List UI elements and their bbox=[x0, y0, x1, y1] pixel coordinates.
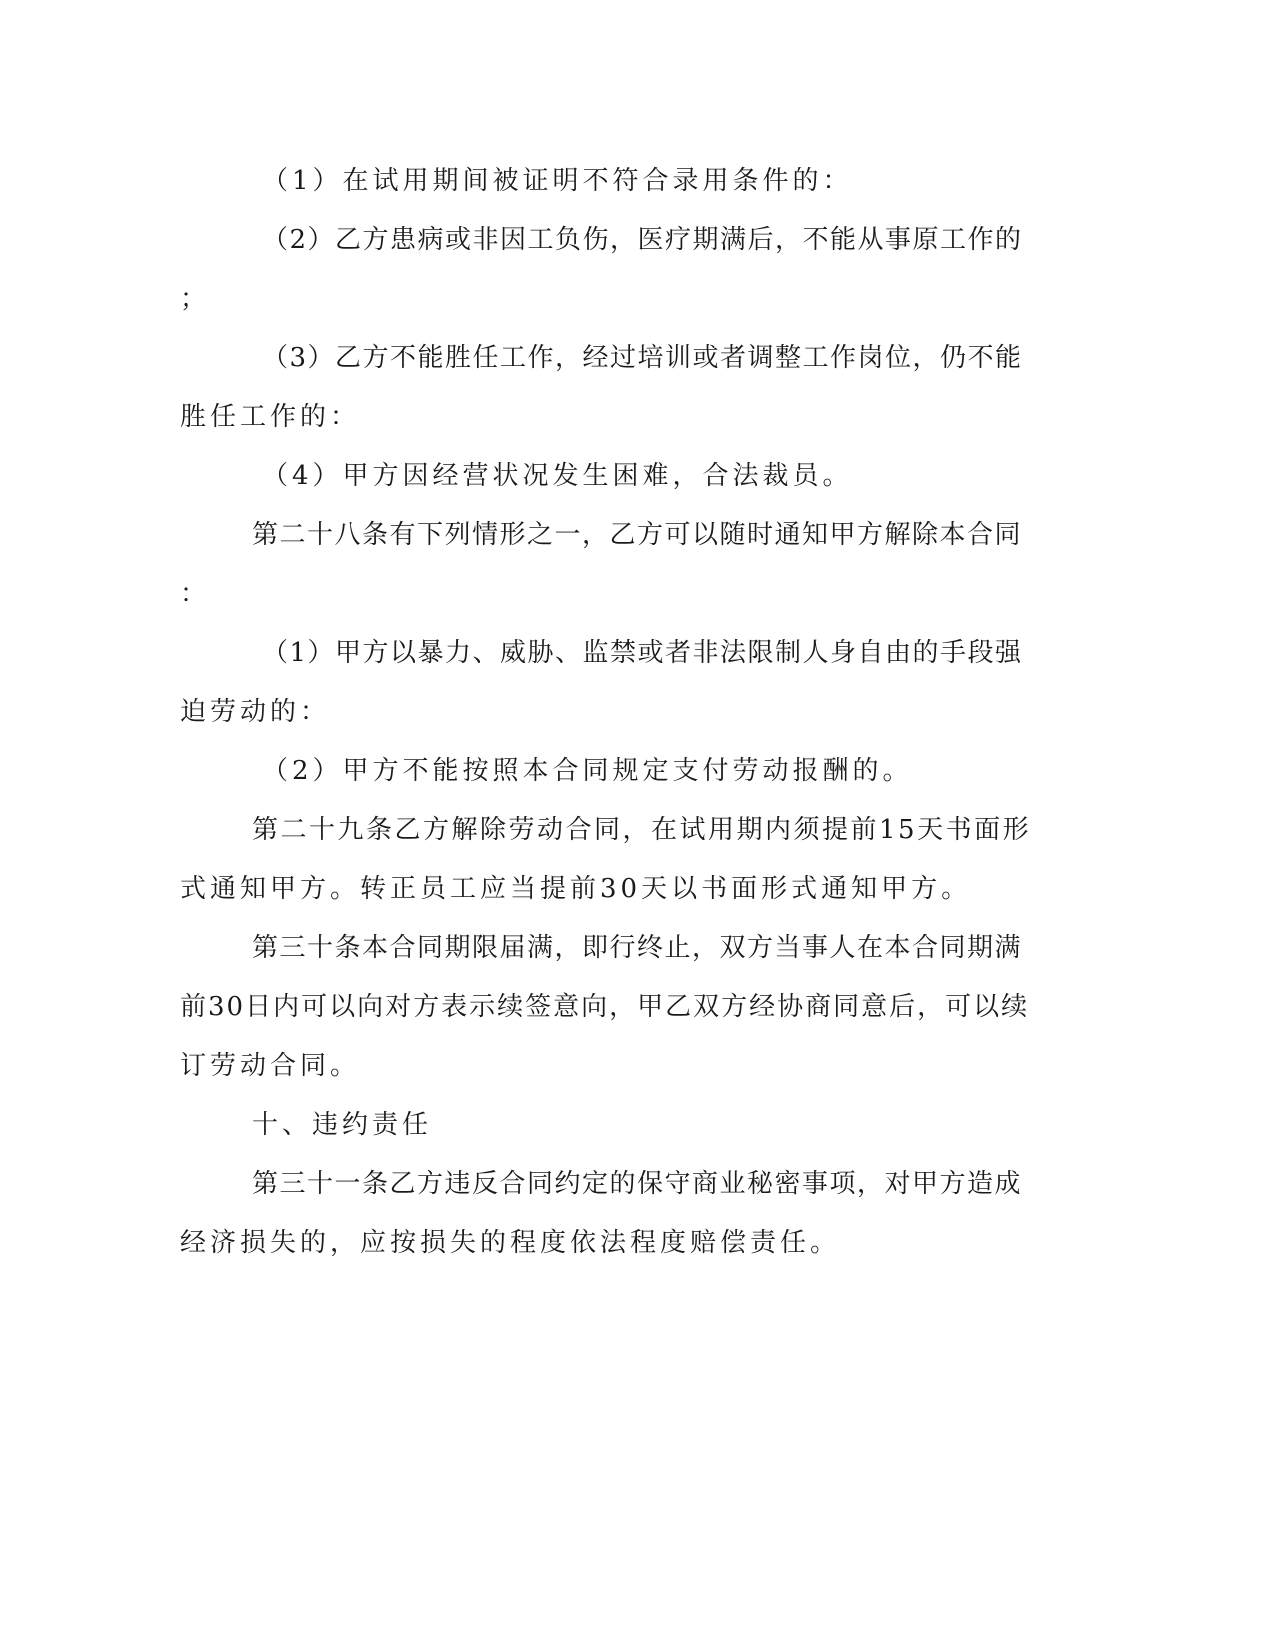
text-line: （1）甲方以暴力、威胁、监禁或者非法限制人身自由的手段强 bbox=[262, 638, 1023, 668]
text-line: （4）甲方因经营状况发生困难，合法裁员。 bbox=[262, 461, 853, 491]
text-line: （2）乙方患病或非因工负伤，医疗期满后，不能从事原工作的 bbox=[262, 225, 1023, 255]
text-line: 前30日内可以向对方表示续签意向，甲乙双方经协商同意后，可以续 bbox=[180, 992, 1030, 1022]
text-line: （3）乙方不能胜任工作，经过培训或者调整工作岗位，仍不能 bbox=[262, 343, 1023, 373]
text-line: 第二十八条有下列情形之一，乙方可以随时通知甲方解除本合同 bbox=[252, 520, 1023, 550]
text-line: 第三十条本合同期限届满，即行终止，双方当事人在本合同期满 bbox=[252, 933, 1023, 963]
text-line: 第三十一条乙方违反合同约定的保守商业秘密事项，对甲方造成 bbox=[252, 1169, 1023, 1199]
text-line: 迫劳动的： bbox=[180, 697, 331, 727]
text-line: 经济损失的，应按损失的程度依法程度赔偿责任。 bbox=[180, 1228, 841, 1258]
text-line: （1）在试用期间被证明不符合录用条件的： bbox=[262, 166, 853, 196]
text-line: 式通知甲方。转正员工应当提前30天以书面形式通知甲方。 bbox=[180, 874, 972, 904]
text-line: 第二十九条乙方解除劳动合同，在试用期内须提前15天书面形 bbox=[252, 815, 1032, 845]
text-line: 订劳动合同。 bbox=[180, 1051, 361, 1081]
text-line: ； bbox=[180, 284, 211, 314]
text-line: 胜任工作的： bbox=[180, 402, 361, 432]
text-line: ： bbox=[180, 579, 211, 609]
text-line: （2）甲方不能按照本合同规定支付劳动报酬的。 bbox=[262, 756, 913, 786]
section-heading: 十、违约责任 bbox=[252, 1110, 433, 1140]
